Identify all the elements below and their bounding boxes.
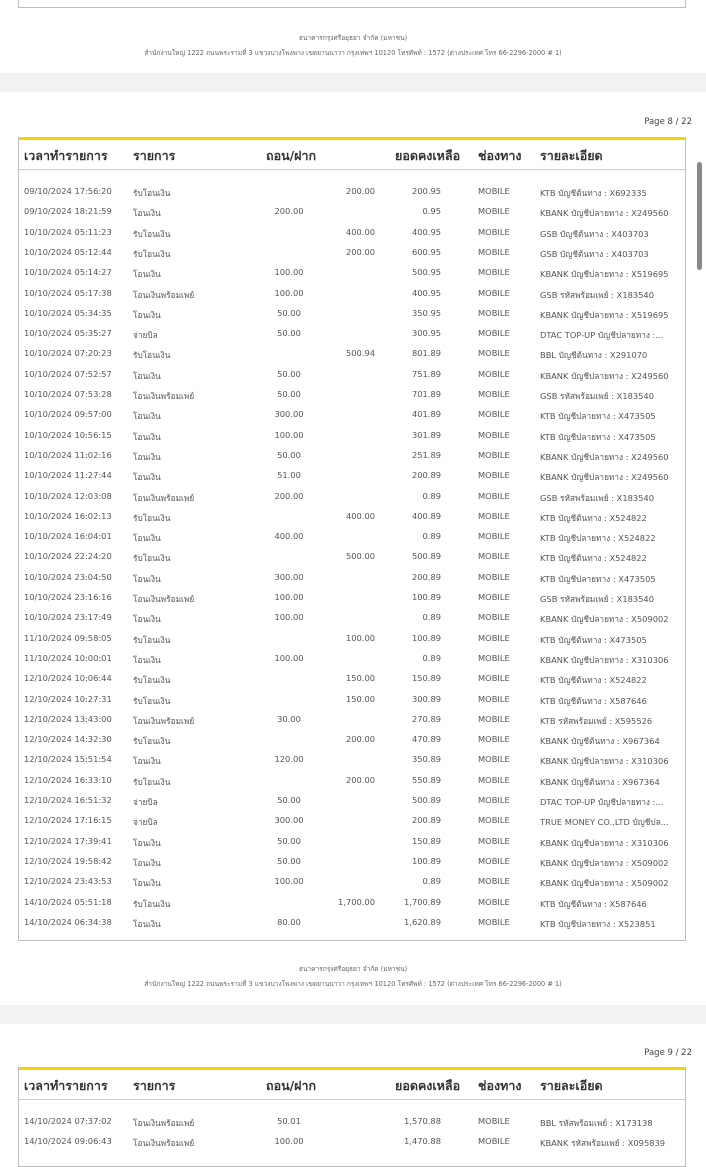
cell-withdraw: 51.00 — [277, 470, 301, 481]
cell-time: 12/10/2024 15:51:54 — [24, 754, 112, 765]
table-row — [19, 527, 685, 547]
cell-withdraw: 80.00 — [277, 916, 301, 927]
table-row — [19, 872, 685, 892]
cell-balance: 1,470.88 — [404, 1136, 441, 1147]
cell-channel: MOBILE — [478, 409, 510, 420]
cell-type: รับโอนเงิน — [133, 248, 171, 259]
table-row — [19, 507, 685, 527]
cell-detail: BBL บัญชีต้นทาง : X291070 — [540, 350, 648, 361]
cell-balance: 200.89 — [411, 815, 441, 826]
cell-type: รับโอนเงิน — [133, 695, 171, 706]
cell-balance: 1,700.89 — [404, 896, 441, 907]
cell-time: 12/10/2024 23:43:53 — [24, 876, 112, 887]
table-row — [19, 263, 685, 283]
cell-detail: KBANK บัญชีปลายทาง : X310306 — [540, 654, 669, 665]
cell-deposit: 200.00 — [345, 734, 375, 745]
cell-balance: 350.95 — [411, 307, 441, 318]
cell-type: โอนเงิน — [133, 411, 161, 422]
cell-channel: MOBILE — [478, 246, 510, 257]
table-row — [19, 649, 685, 669]
cell-deposit: 500.94 — [345, 348, 375, 359]
cell-channel: MOBILE — [478, 348, 510, 359]
cell-balance: 100.89 — [411, 632, 441, 643]
cell-balance: 0.95 — [422, 206, 441, 217]
cell-balance: 0.89 — [422, 612, 441, 623]
table-row — [19, 385, 685, 405]
table-row — [19, 893, 685, 913]
cell-detail: KBANK รหัสพร้อมเพย์ : X095839 — [540, 1138, 666, 1149]
cell-channel: MOBILE — [478, 734, 510, 745]
cell-withdraw: 50.00 — [277, 449, 301, 460]
cell-balance: 400.95 — [411, 226, 441, 237]
cell-type: โอนเงินพร้อมเพย์ — [133, 594, 195, 604]
cell-type: โอนเงิน — [133, 208, 161, 219]
cell-time: 10/10/2024 09:57:00 — [24, 409, 112, 420]
cell-channel: MOBILE — [478, 795, 510, 805]
cell-channel: MOBILE — [478, 287, 510, 298]
cell-detail: KTB บัญชีต้นทาง : X692335 — [540, 188, 647, 198]
cell-channel: MOBILE — [478, 226, 510, 237]
cell-time: 12/10/2024 10:27:31 — [24, 693, 112, 704]
cell-deposit: 500.00 — [345, 551, 375, 562]
table-row — [19, 568, 685, 588]
cell-detail: KBANK บัญชีปลายทาง : X310306 — [540, 837, 669, 848]
cell-detail: KTB บัญชีต้นทาง : X473505 — [540, 634, 647, 645]
cell-detail: GSB บัญชีต้นทาง : X403703 — [540, 248, 649, 259]
cell-type: รับโอนเงิน — [133, 188, 171, 198]
cell-type: โอนเงินพร้อมเพย์ — [133, 715, 195, 726]
page-separator — [0, 73, 706, 92]
cell-channel: MOBILE — [478, 449, 510, 460]
cell-time: 11/10/2024 10:00:01 — [24, 652, 112, 663]
cell-withdraw: 100.00 — [274, 287, 304, 298]
header-detail: รายละเอียด — [540, 1078, 603, 1093]
cell-detail: KBANK บัญชีปลายทาง : X519695 — [540, 269, 669, 280]
cell-channel: MOBILE — [478, 531, 510, 542]
cell-time: 10/10/2024 07:53:28 — [24, 389, 112, 399]
cell-balance: 701.89 — [411, 389, 441, 399]
cell-detail: GSB รหัสพร้อมเพย์ : X183540 — [540, 492, 654, 503]
cell-channel: MOBILE — [478, 206, 510, 217]
cell-channel: MOBILE — [478, 632, 510, 643]
cell-time: 10/10/2024 05:34:35 — [24, 307, 112, 318]
table-row — [19, 750, 685, 770]
cell-balance: 1,570.88 — [404, 1116, 441, 1126]
table-row — [19, 243, 685, 263]
cell-balance: 801.89 — [411, 348, 441, 359]
cell-type: จ่ายบิล — [133, 817, 158, 828]
page-number: Page 9 / 22 — [644, 1048, 692, 1058]
cell-balance: 400.95 — [411, 287, 441, 298]
table-row — [19, 466, 685, 486]
cell-time: 10/10/2024 05:14:27 — [24, 267, 112, 278]
cell-detail: KTB บัญชีต้นทาง : X587646 — [540, 695, 647, 706]
cell-channel: MOBILE — [478, 368, 510, 379]
cell-withdraw: 50.00 — [277, 368, 301, 379]
cell-channel: MOBILE — [478, 328, 510, 339]
table-row — [19, 730, 685, 750]
table-row — [19, 324, 685, 344]
table-row — [19, 202, 685, 222]
cell-detail: KTB บัญชีต้นทาง : X524822 — [540, 553, 647, 564]
cell-channel: MOBILE — [478, 876, 510, 887]
cell-time: 10/10/2024 11:27:44 — [24, 470, 112, 481]
table-row — [19, 365, 685, 385]
cell-channel: MOBILE — [478, 673, 510, 684]
header-channel: ช่องทาง — [478, 148, 522, 163]
cell-balance: 100.89 — [411, 592, 441, 602]
cell-withdraw: 400.00 — [274, 531, 304, 542]
cell-detail: KBANK บัญชีปลายทาง : X249560 — [540, 208, 669, 219]
cell-channel: MOBILE — [478, 754, 510, 765]
cell-type: โอนเงินพร้อมเพย์ — [133, 391, 195, 401]
page-separator — [0, 1005, 706, 1024]
header-type: รายการ — [133, 148, 176, 163]
cell-detail: KBANK บัญชีต้นทาง : X967364 — [540, 736, 660, 747]
cell-type: โอนเงิน — [133, 533, 161, 544]
cell-detail: KTB บัญชีปลายทาง : X524822 — [540, 533, 656, 544]
cell-balance: 301.89 — [411, 429, 441, 440]
cell-type: รับโอนเงิน — [133, 228, 171, 239]
cell-channel: MOBILE — [478, 713, 510, 724]
cell-type: รับโอนเงิน — [133, 553, 171, 564]
cell-channel: MOBILE — [478, 592, 510, 602]
table-row — [19, 304, 685, 324]
cell-type: โอนเงิน — [133, 269, 161, 280]
cell-channel: MOBILE — [478, 389, 510, 399]
cell-channel: MOBILE — [478, 186, 510, 196]
table-row — [19, 771, 685, 791]
cell-detail: KBANK บัญชีปลายทาง : X509002 — [540, 857, 669, 868]
cell-type: โอนเงินพร้อมเพย์ — [133, 492, 195, 503]
cell-detail: KBANK บัญชีปลายทาง : X509002 — [540, 878, 669, 889]
table-row — [19, 588, 685, 608]
cell-type: โอนเงิน — [133, 857, 161, 868]
cell-balance: 300.89 — [411, 693, 441, 704]
cell-withdraw: 100.00 — [274, 876, 304, 887]
header-time: เวลาทำรายการ — [24, 148, 108, 163]
table-row — [19, 344, 685, 364]
cell-detail: GSB บัญชีต้นทาง : X403703 — [540, 228, 649, 239]
table-row — [19, 1132, 685, 1152]
cell-time: 12/10/2024 17:16:15 — [24, 815, 112, 826]
cell-detail: KTB บัญชีต้นทาง : X524822 — [540, 512, 647, 523]
cell-channel: MOBILE — [478, 571, 510, 582]
cell-type: โอนเงิน — [133, 614, 161, 625]
table-row — [19, 405, 685, 425]
cell-balance: 350.89 — [411, 754, 441, 765]
cell-balance: 600.95 — [411, 246, 441, 257]
table-header — [19, 140, 685, 170]
cell-deposit: 200.00 — [345, 774, 375, 785]
table-row — [19, 690, 685, 710]
cell-balance: 100.89 — [411, 855, 441, 866]
cell-detail: KBANK บัญชีปลายทาง : X249560 — [540, 370, 669, 381]
cell-balance: 470.89 — [411, 734, 441, 745]
cell-detail: DTAC TOP-UP บัญชีปลายทาง :... — [540, 797, 664, 807]
cell-detail: KBANK บัญชีต้นทาง : X967364 — [540, 776, 660, 787]
cell-time: 09/10/2024 17:56:20 — [24, 186, 112, 196]
cell-type: โอนเงินพร้อมเพย์ — [133, 1118, 195, 1128]
cell-balance: 500.89 — [411, 795, 441, 805]
cell-detail: KBANK บัญชีปลายทาง : X249560 — [540, 472, 669, 483]
cell-withdraw: 50.00 — [277, 835, 301, 846]
header-channel: ช่องทาง — [478, 1078, 522, 1093]
cell-deposit: 400.00 — [345, 226, 375, 237]
header-withdraw-deposit: ถอน/ฝาก — [266, 148, 317, 163]
cell-time: 12/10/2024 19:58:42 — [24, 855, 112, 866]
cell-withdraw: 100.00 — [274, 267, 304, 278]
cell-detail: KTB บัญชีต้นทาง : X524822 — [540, 675, 647, 686]
cell-time: 09/10/2024 18:21:59 — [24, 206, 112, 217]
cell-channel: MOBILE — [478, 896, 510, 907]
cell-detail: KBANK บัญชีปลายทาง : X519695 — [540, 309, 669, 320]
table-row — [19, 182, 685, 202]
table-row — [19, 811, 685, 831]
cell-withdraw: 120.00 — [274, 754, 304, 765]
cell-time: 14/10/2024 09:06:43 — [24, 1136, 112, 1147]
cell-time: 10/10/2024 16:02:13 — [24, 510, 112, 521]
cell-balance: 300.95 — [411, 328, 441, 339]
table-row — [19, 669, 685, 689]
cell-type: รับโอนเงิน — [133, 512, 171, 523]
cell-time: 14/10/2024 06:34:38 — [24, 916, 112, 927]
cell-time: 10/10/2024 10:56:15 — [24, 429, 112, 440]
cell-detail: KBANK บัญชีปลายทาง : X310306 — [540, 756, 669, 767]
cell-type: โอนเงินพร้อมเพย์ — [133, 289, 195, 300]
cell-type: โอนเงิน — [133, 431, 161, 442]
cell-deposit: 200.00 — [345, 246, 375, 257]
cell-channel: MOBILE — [478, 693, 510, 704]
cell-detail: GSB รหัสพร้อมเพย์ : X183540 — [540, 289, 654, 300]
table-row — [19, 446, 685, 466]
cell-deposit: 150.00 — [345, 693, 375, 704]
cell-withdraw: 50.00 — [277, 389, 301, 399]
cell-type: รับโอนเงิน — [133, 350, 171, 361]
cell-time: 10/10/2024 23:17:49 — [24, 612, 112, 623]
cell-balance: 150.89 — [411, 835, 441, 846]
cell-balance: 0.89 — [422, 876, 441, 887]
cell-detail: TRUE MONEY CO.,LTD บัญชีปล... — [540, 817, 669, 828]
cell-type: รับโอนเงิน — [133, 776, 171, 787]
cell-type: โอนเงิน — [133, 837, 161, 848]
footer-bank-name: ธนาคารกรุงศรีอยุธยา จำกัด (มหาชน) — [298, 965, 408, 973]
cell-withdraw: 50.00 — [277, 855, 301, 866]
cell-time: 12/10/2024 17:39:41 — [24, 835, 112, 846]
cell-balance: 270.89 — [411, 713, 441, 724]
cell-withdraw: 50.00 — [277, 795, 301, 805]
header-type: รายการ — [133, 1078, 176, 1093]
cell-time: 10/10/2024 05:11:23 — [24, 226, 112, 237]
cell-time: 12/10/2024 13:43:00 — [24, 713, 112, 724]
header-time: เวลาทำรายการ — [24, 1078, 108, 1093]
cell-balance: 500.89 — [411, 551, 441, 562]
cell-type: โอนเงิน — [133, 451, 161, 462]
cell-withdraw: 100.00 — [274, 1136, 304, 1147]
cell-balance: 0.89 — [422, 531, 441, 542]
cell-detail: KTB รหัสพร้อมเพย์ : X595526 — [540, 715, 653, 726]
transactions-table — [18, 1067, 686, 1167]
cell-balance: 550.89 — [411, 774, 441, 785]
header-balance: ยอดคงเหลือ — [395, 148, 461, 163]
cell-channel: MOBILE — [478, 612, 510, 623]
cell-time: 12/10/2024 14:32:30 — [24, 734, 112, 745]
cell-time: 10/10/2024 11:02:16 — [24, 449, 112, 460]
header-withdraw-deposit: ถอน/ฝาก — [266, 1078, 317, 1093]
cell-channel: MOBILE — [478, 551, 510, 562]
cell-withdraw: 300.00 — [274, 571, 304, 582]
transactions-table — [18, 137, 686, 941]
cell-time: 14/10/2024 07:37:02 — [24, 1116, 112, 1126]
cell-withdraw: 30.00 — [277, 713, 301, 724]
cell-balance: 400.89 — [411, 510, 441, 521]
cell-time: 10/10/2024 07:20:23 — [24, 348, 112, 359]
cell-time: 10/10/2024 12:03:08 — [24, 490, 112, 501]
cell-type: โอนเงิน — [133, 472, 161, 483]
cell-withdraw: 100.00 — [274, 592, 304, 602]
cell-time: 12/10/2024 16:51:32 — [24, 795, 112, 805]
cell-withdraw: 300.00 — [274, 815, 304, 826]
cell-withdraw: 50.00 — [277, 328, 301, 339]
cell-channel: MOBILE — [478, 815, 510, 826]
table-row — [19, 223, 685, 243]
cell-balance: 251.89 — [411, 449, 441, 460]
cell-balance: 0.89 — [422, 652, 441, 663]
cell-type: รับโอนเงิน — [133, 634, 171, 645]
cell-time: 10/10/2024 05:17:38 — [24, 287, 112, 298]
cell-deposit: 200.00 — [345, 186, 375, 196]
cell-type: รับโอนเงิน — [133, 736, 171, 747]
table-row — [19, 913, 685, 933]
cell-type: รับโอนเงิน — [133, 675, 171, 686]
cell-channel: MOBILE — [478, 490, 510, 501]
cell-balance: 751.89 — [411, 368, 441, 379]
cell-balance: 1,620.89 — [404, 916, 441, 927]
cell-channel: MOBILE — [478, 307, 510, 318]
table-row — [19, 1112, 685, 1132]
cell-type: โอนเงิน — [133, 756, 161, 767]
cell-withdraw: 50.01 — [277, 1116, 301, 1126]
table-row — [19, 487, 685, 507]
cell-detail: KTB บัญชีปลายทาง : X523851 — [540, 918, 656, 929]
header-detail: รายละเอียด — [540, 148, 603, 163]
cell-time: 10/10/2024 22:24:20 — [24, 551, 112, 562]
cell-balance: 0.89 — [422, 490, 441, 501]
cell-deposit: 1,700.00 — [338, 896, 375, 907]
page-number: Page 8 / 22 — [644, 117, 692, 127]
cell-withdraw: 100.00 — [274, 429, 304, 440]
cell-channel: MOBILE — [478, 429, 510, 440]
cell-channel: MOBILE — [478, 774, 510, 785]
cell-type: โอนเงิน — [133, 654, 161, 665]
table-row — [19, 791, 685, 811]
cell-deposit: 400.00 — [345, 510, 375, 521]
cell-type: รับโอนเงิน — [133, 898, 171, 909]
previous-page-table-bottom — [18, 0, 686, 8]
table-row — [19, 832, 685, 852]
cell-time: 10/10/2024 05:12:44 — [24, 246, 112, 257]
cell-type: โอนเงินพร้อมเพย์ — [133, 1138, 195, 1149]
cell-time: 10/10/2024 16:04:01 — [24, 531, 112, 542]
cell-withdraw: 300.00 — [274, 409, 304, 420]
footer-address: สำนักงานใหญ่ 1222 ถนนพระรามที่ 3 แขวงบางโพงพาง เขตยานนาวา กรุงเทพฯ 10120 โทรศัพท์ : 1572 (ต่างประเทศ โทร 66-2296-2000 # 1) — [144, 49, 562, 57]
cell-time: 11/10/2024 09:58:05 — [24, 632, 112, 643]
table-row — [19, 284, 685, 304]
table-header — [19, 1070, 685, 1100]
table-row — [19, 710, 685, 730]
cell-withdraw: 100.00 — [274, 612, 304, 623]
cell-channel: MOBILE — [478, 510, 510, 521]
cell-detail: KTB บัญชีปลายทาง : X473505 — [540, 411, 656, 422]
cell-time: 10/10/2024 23:04:50 — [24, 571, 112, 582]
cell-type: โอนเงิน — [133, 878, 161, 889]
cell-detail: KTB บัญชีปลายทาง : X473505 — [540, 573, 656, 584]
cell-channel: MOBILE — [478, 916, 510, 927]
cell-detail: KTB บัญชีต้นทาง : X587646 — [540, 898, 647, 909]
cell-time: 12/10/2024 10:06:44 — [24, 673, 112, 684]
cell-withdraw: 200.00 — [274, 490, 304, 501]
cell-time: 10/10/2024 23:16:16 — [24, 592, 112, 602]
cell-time: 10/10/2024 07:52:57 — [24, 368, 112, 379]
cell-deposit: 150.00 — [345, 673, 375, 684]
cell-channel: MOBILE — [478, 1116, 510, 1126]
cell-balance: 150.89 — [411, 673, 441, 684]
footer-address: สำนักงานใหญ่ 1222 ถนนพระรามที่ 3 แขวงบางโพงพาง เขตยานนาวา กรุงเทพฯ 10120 โทรศัพท์ : 1572 (ต่างประเทศ โทร 66-2296-2000 # 1) — [144, 980, 562, 988]
cell-type: โอนเงิน — [133, 309, 161, 320]
cell-detail: GSB รหัสพร้อมเพย์ : X183540 — [540, 594, 654, 604]
cell-time: 10/10/2024 05:35:27 — [24, 328, 112, 339]
cell-type: โอนเงิน — [133, 370, 161, 381]
cell-channel: MOBILE — [478, 267, 510, 278]
header-balance: ยอดคงเหลือ — [395, 1078, 461, 1093]
cell-detail: DTAC TOP-UP บัญชีปลายทาง :... — [540, 330, 664, 341]
cell-deposit: 100.00 — [345, 632, 375, 643]
cell-time: 12/10/2024 16:33:10 — [24, 774, 112, 785]
cell-channel: MOBILE — [478, 1136, 510, 1147]
cell-type: จ่ายบิล — [133, 797, 158, 807]
cell-balance: 200.89 — [411, 470, 441, 481]
cell-type: จ่ายบิล — [133, 330, 158, 341]
cell-detail: KTB บัญชีปลายทาง : X473505 — [540, 431, 656, 442]
cell-time: 14/10/2024 05:51:18 — [24, 896, 112, 907]
cell-withdraw: 100.00 — [274, 652, 304, 663]
cell-type: โอนเงิน — [133, 573, 161, 584]
cell-type: โอนเงิน — [133, 918, 161, 929]
cell-channel: MOBILE — [478, 652, 510, 663]
cell-balance: 200.89 — [411, 571, 441, 582]
table-row — [19, 852, 685, 872]
cell-withdraw: 50.00 — [277, 307, 301, 318]
cell-balance: 200.95 — [411, 186, 441, 196]
cell-detail: GSB รหัสพร้อมเพย์ : X183540 — [540, 391, 654, 401]
footer-bank-name: ธนาคารกรุงศรีอยุธยา จำกัด (มหาชน) — [298, 34, 408, 42]
cell-detail: KBANK บัญชีปลายทาง : X509002 — [540, 614, 669, 625]
cell-detail: KBANK บัญชีปลายทาง : X249560 — [540, 451, 669, 462]
cell-channel: MOBILE — [478, 470, 510, 481]
table-row — [19, 629, 685, 649]
cell-channel: MOBILE — [478, 855, 510, 866]
table-row — [19, 547, 685, 567]
cell-withdraw: 200.00 — [274, 206, 304, 217]
scrollbar-thumb[interactable] — [697, 162, 702, 270]
cell-channel: MOBILE — [478, 835, 510, 846]
cell-detail: BBL รหัสพร้อมเพย์ : X173138 — [540, 1118, 653, 1128]
table-row — [19, 426, 685, 446]
cell-balance: 401.89 — [411, 409, 441, 420]
table-row — [19, 608, 685, 628]
cell-balance: 500.95 — [411, 267, 441, 278]
